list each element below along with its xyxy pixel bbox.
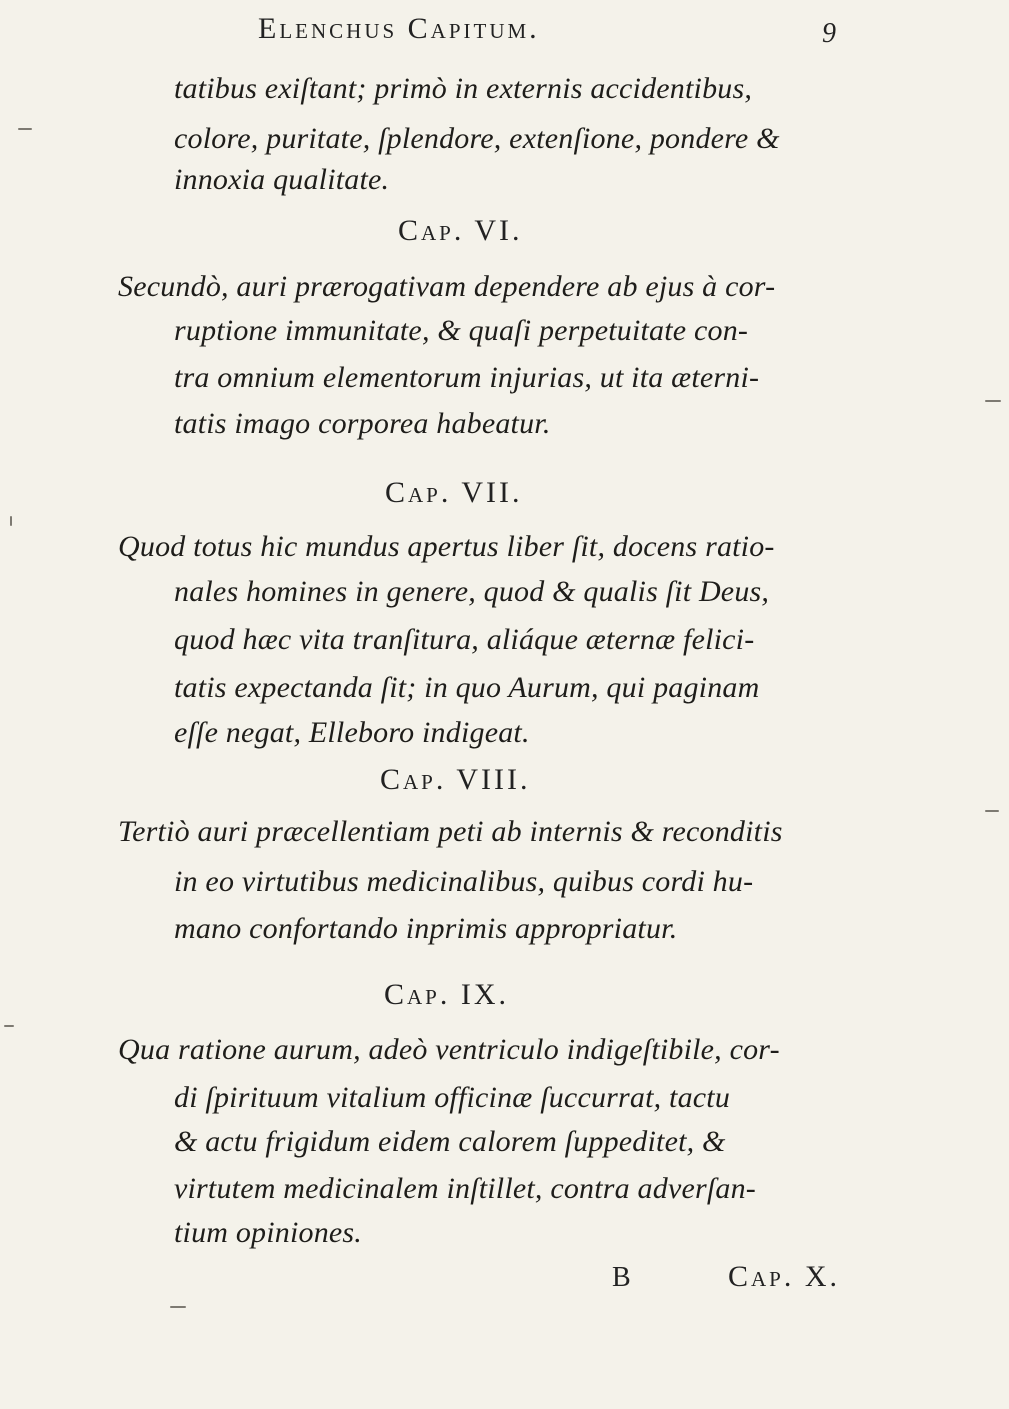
text-line: colore, puritate, ſplendore, extenſione, pondere &: [174, 122, 780, 155]
text-line: tatibus exiſtant; primò in externis accidentibus,: [174, 72, 753, 105]
text-line: & actu frigidum eidem calorem ſuppeditet, &: [174, 1125, 726, 1158]
catchword: Cap. X.: [728, 1260, 841, 1293]
chapter-heading: Cap. IX.: [384, 978, 510, 1011]
chapter-heading: Cap. VIII.: [380, 763, 531, 796]
page-header: [0, 8, 1009, 52]
page-number: 9: [822, 18, 836, 49]
text-line: Qua ratione aurum, adeò ventriculo indigeſtibile, cor-: [118, 1033, 780, 1066]
margin-mark: [985, 400, 1001, 402]
margin-mark: [18, 128, 32, 130]
text-line: Quod totus hic mundus apertus liber ſit, docens ratio-: [118, 530, 775, 563]
text-line: virtutem medicinalem inſtillet, contra adverſan-: [174, 1172, 756, 1205]
text-line: Secundò, auri prærogativam dependere ab ejus à cor-: [118, 270, 776, 303]
text-line: di ſpirituum vitalium officinæ ſuccurrat, tactu: [174, 1081, 731, 1114]
chapter-heading: Cap. VI.: [398, 214, 523, 247]
text-line: tium opiniones.: [174, 1216, 362, 1249]
text-line: innoxia qualitate.: [174, 163, 390, 196]
chapter-heading: Cap. VII.: [385, 476, 523, 509]
margin-mark: [4, 1025, 14, 1027]
margin-mark: [170, 1306, 186, 1308]
text-line: tra omnium elementorum injurias, ut ita æterni-: [174, 361, 760, 394]
margin-mark: [985, 810, 999, 812]
text-line: in eo virtutibus medicinalibus, quibus cordi hu-: [174, 865, 754, 898]
text-line: mano confortando inprimis appropriatur.: [174, 912, 678, 945]
text-line: eſſe negat, Elleboro indigeat.: [174, 716, 530, 749]
running-title: Elenchus Capitum.: [258, 12, 540, 45]
text-line: tatis expectanda ſit; in quo Aurum, qui paginam: [174, 671, 760, 704]
margin-mark: [10, 516, 12, 526]
text-line: tatis imago corporea habeatur.: [174, 407, 551, 440]
text-line: ruptione immunitate, & quaſi perpetuitate con-: [174, 314, 749, 347]
text-line: Tertiò auri præcellentiam peti ab internis & reconditis: [118, 815, 783, 848]
text-line: quod hæc vita tranſitura, aliáque æternæ felici-: [174, 623, 755, 656]
signature-mark: B: [612, 1262, 631, 1293]
text-line: nales homines in genere, quod & qualis ſit Deus,: [174, 575, 770, 608]
